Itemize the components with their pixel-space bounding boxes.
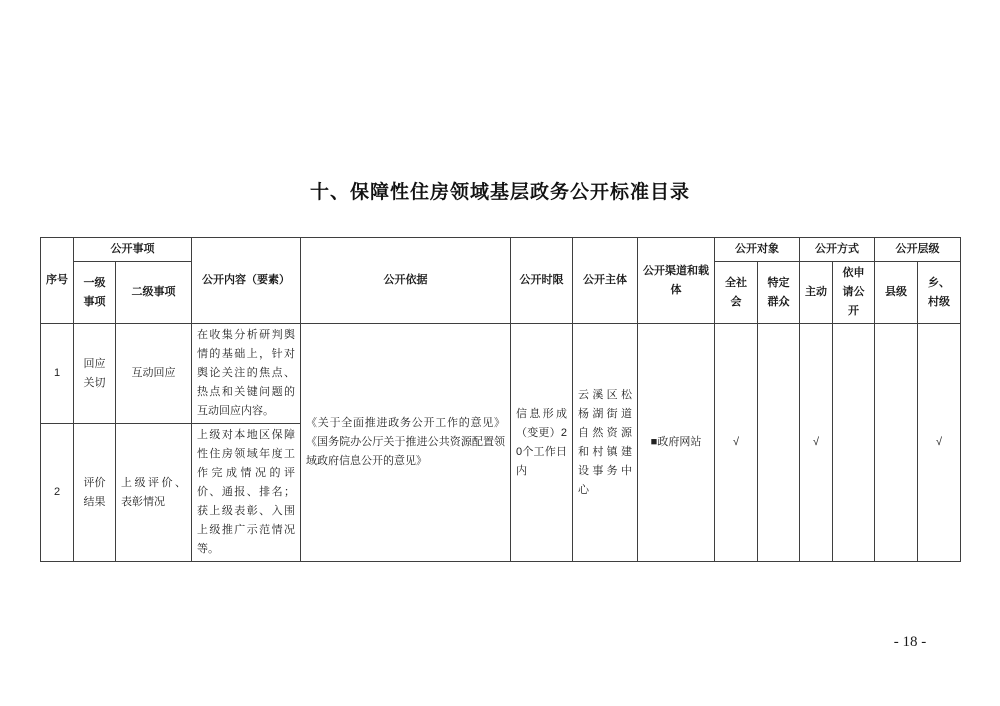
header-township-village: 乡、村级 — [918, 262, 961, 324]
header-whole-society: 全社会 — [715, 262, 758, 324]
table-row — [41, 324, 961, 424]
cell-level2: 上级评价、表彰情况 — [116, 424, 192, 562]
header-upon-request: 依申请公开 — [833, 262, 875, 324]
cell-level2: 互动回应 — [116, 324, 192, 424]
header-channel: 公开渠道和载体 — [638, 238, 715, 324]
header-serial: 序号 — [41, 238, 74, 324]
checkmark-whole-society: √ — [715, 324, 758, 562]
cell-content: 上级对本地区保障性住房领域年度工作完成情况的评价、通报、排名；获上级表彰、入围上级推广示范情况等。 — [192, 424, 301, 562]
header-method: 公开方式 — [800, 238, 875, 262]
cell-time-limit: 信息形成（变更）20个工作日内 — [511, 324, 573, 562]
header-level2: 二级事项 — [116, 262, 192, 324]
page-title: 十、保障性住房领域基层政务公开标准目录 — [309, 182, 690, 203]
checkmark-county — [875, 324, 918, 562]
header-level1: 一级事项 — [74, 262, 116, 324]
header-subject: 公开主体 — [573, 238, 638, 324]
header-basis: 公开依据 — [301, 238, 511, 324]
header-row-1 — [41, 238, 961, 262]
cell-level1: 回应关切 — [74, 324, 116, 424]
header-time-limit: 公开时限 — [511, 238, 573, 324]
cell-content: 在收集分析研判舆情的基础上，针对舆论关注的焦点、热点和关键问题的互动回应内容。 — [192, 324, 301, 424]
cell-basis: 《关于全面推进政务公开工作的意见》《国务院办公厅关于推进公共资源配置领域政府信息公开的意见》 — [301, 324, 511, 562]
cell-level1: 评价结果 — [74, 424, 116, 562]
disclosure-standards-table — [40, 237, 961, 562]
header-content: 公开内容（要素） — [192, 238, 301, 324]
header-proactive: 主动 — [800, 262, 833, 324]
checkmark-township-village: √ — [918, 324, 961, 562]
header-specific-groups: 特定群众 — [758, 262, 800, 324]
header-disclosure-matters: 公开事项 — [74, 238, 192, 262]
header-audience: 公开对象 — [715, 238, 800, 262]
checkmark-specific-groups — [758, 324, 800, 562]
header-level: 公开层级 — [875, 238, 961, 262]
cell-serial: 1 — [41, 324, 74, 424]
header-county: 县级 — [875, 262, 918, 324]
cell-serial: 2 — [41, 424, 74, 562]
checkmark-upon-request — [833, 324, 875, 562]
page-number: - 18 - — [893, 634, 927, 650]
cell-subject: 云溪区松杨湖街道自然资源和村镇建设事务中心 — [573, 324, 638, 562]
cell-channel: ■政府网站 — [638, 324, 715, 562]
checkmark-proactive: √ — [800, 324, 833, 562]
